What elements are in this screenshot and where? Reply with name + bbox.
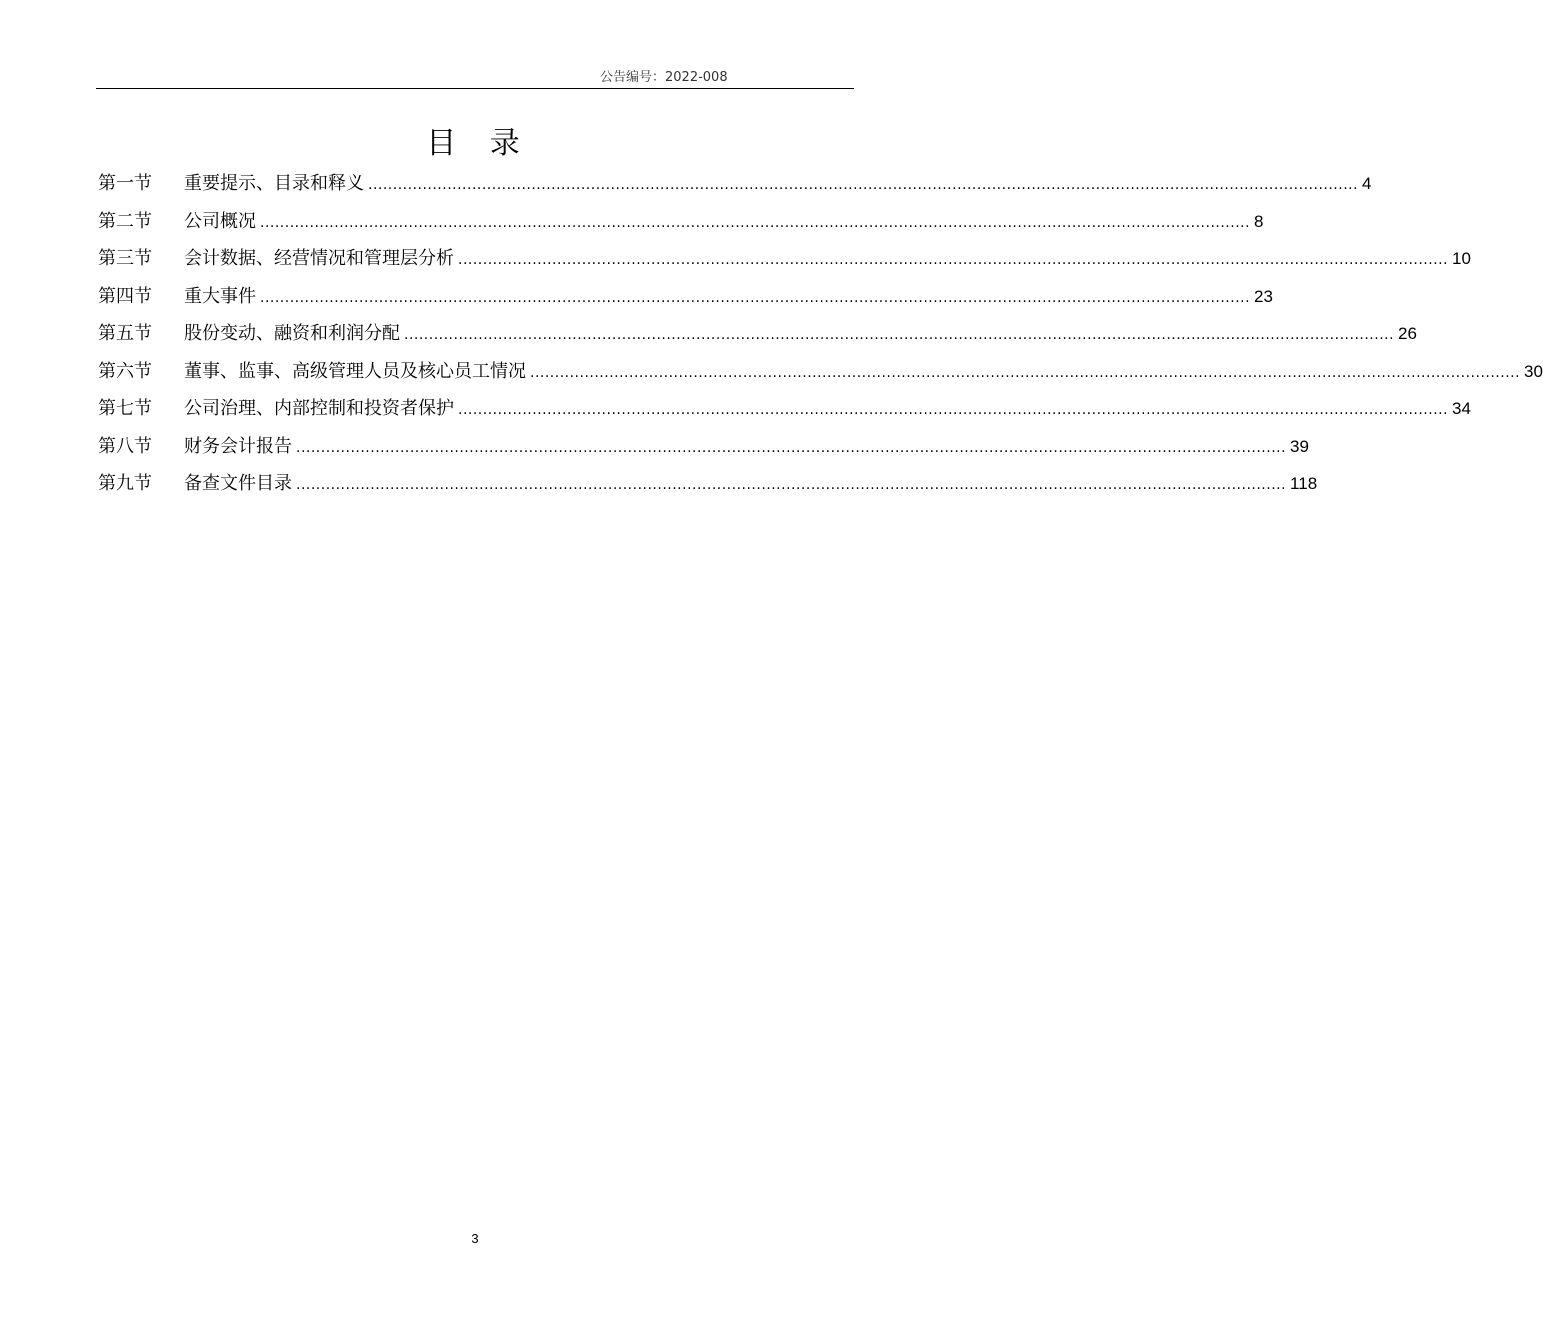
toc-section-label: 第六节 (98, 360, 152, 382)
toc-dot-leader: ........................................................................................................................................................................................................ (404, 327, 1395, 343)
toc-dot-leader: ........................................................................................................................................................................................................ (368, 177, 1359, 193)
toc-page-number: 26 (1398, 324, 1417, 343)
toc-entry[interactable] (98, 283, 1273, 321)
toc-dot-leader: ........................................................................................................................................................................................................ (296, 477, 1287, 493)
toc-page-number: 34 (1452, 399, 1471, 418)
toc-entry-title: 重要提示、目录和释义 (184, 173, 364, 194)
toc-section-label: 第九节 (98, 473, 152, 494)
toc-entry-title: 会计数据、经营情况和管理层分析 (184, 248, 454, 269)
toc-dot-leader: ........................................................................................................................................................................................................ (296, 439, 1287, 456)
toc-page-number: 4 (1362, 174, 1372, 193)
header-divider (96, 88, 854, 89)
toc-dot-leader: ........................................................................................................................................................................................................ (458, 402, 1449, 418)
toc-page-number: 8 (1254, 211, 1264, 231)
toc-section-label: 第四节 (98, 285, 152, 307)
toc-entry[interactable] (98, 433, 1309, 471)
toc-entry-title: 财务会计报告 (184, 435, 292, 457)
announcement-number: 公告编号：2022-008 (600, 70, 728, 85)
toc-entry[interactable] (98, 245, 1471, 283)
toc-page-number: 30 (1524, 361, 1543, 381)
table-of-contents (98, 170, 1543, 508)
toc-page-number: 23 (1254, 286, 1273, 306)
toc-entry[interactable] (98, 395, 1471, 433)
toc-section-label: 第二节 (98, 210, 152, 232)
toc-dot-leader: ........................................................................................................................................................................................................ (260, 214, 1251, 231)
toc-section-label: 第五节 (98, 323, 152, 344)
toc-entry-title: 重大事件 (184, 285, 256, 307)
toc-page-number: 39 (1290, 436, 1309, 456)
toc-entry-title: 公司概况 (184, 210, 256, 232)
toc-entry[interactable] (98, 358, 1543, 396)
toc-entry-title: 公司治理、内部控制和投资者保护 (184, 398, 454, 419)
toc-entry-title: 董事、监事、高级管理人员及核心员工情况 (184, 360, 526, 382)
toc-section-label: 第一节 (98, 173, 152, 194)
toc-entry[interactable] (98, 470, 1318, 508)
toc-entry-title: 备查文件目录 (184, 473, 292, 494)
toc-entry[interactable] (98, 170, 1372, 208)
toc-dot-leader: ........................................................................................................................................................................................................ (530, 364, 1521, 381)
page-number: 3 (471, 1231, 479, 1246)
toc-dot-leader: ........................................................................................................................................................................................................ (458, 252, 1449, 268)
toc-section-label: 第三节 (98, 248, 152, 269)
toc-dot-leader: ........................................................................................................................................................................................................ (260, 289, 1251, 306)
toc-entry[interactable] (98, 320, 1417, 358)
toc-section-label: 第七节 (98, 398, 152, 419)
toc-entry-title: 股份变动、融资和利润分配 (184, 323, 400, 344)
toc-page-number: 10 (1452, 249, 1471, 268)
toc-page-number: 118 (1290, 474, 1318, 493)
toc-entry[interactable] (98, 208, 1264, 246)
page-title: 目 录 (426, 126, 532, 161)
toc-section-label: 第八节 (98, 435, 152, 457)
